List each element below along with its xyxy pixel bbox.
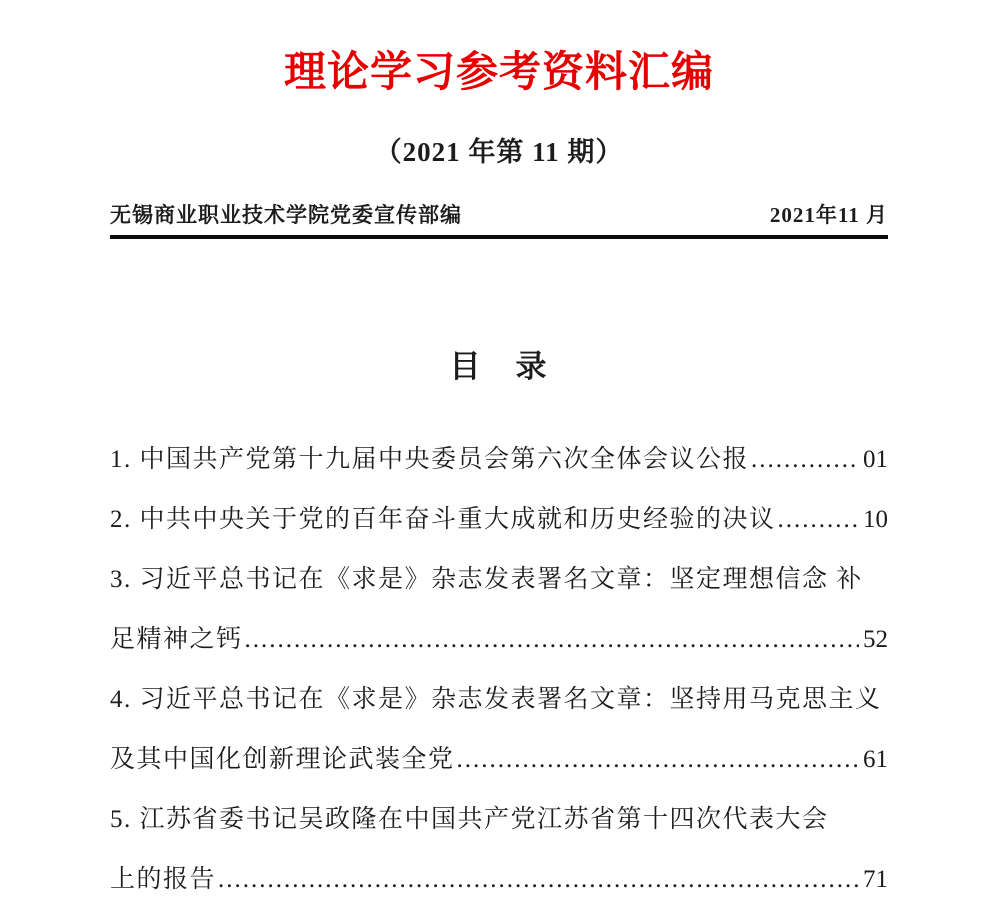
dot-leader xyxy=(457,730,859,790)
toc-entry-3-line-1 xyxy=(110,550,888,610)
publication-date: 2021年11 月 xyxy=(769,203,888,228)
publisher-text: 无锡商业职业技术学院党委宣传部编 xyxy=(110,203,462,228)
dot-leader xyxy=(218,850,859,910)
toc-entry-4-line-1 xyxy=(110,670,888,730)
toc-page-number: 01 xyxy=(863,446,888,474)
toc-entry-1 xyxy=(110,430,888,490)
toc-entry-4-line-2 xyxy=(110,730,888,790)
masthead xyxy=(110,199,888,239)
toc-entry-5-line-1 xyxy=(110,790,888,850)
toc-heading: 目 录 xyxy=(449,349,549,385)
toc-entry-text: 4. 习近平总书记在《求是》杂志发表署名文章：坚持用马克思主义 xyxy=(110,686,882,714)
toc-page-number: 10 xyxy=(863,506,888,534)
toc-entry-text: 及其中国化创新理论武装全党 xyxy=(110,746,455,774)
dot-leader xyxy=(778,490,859,550)
toc-entry-text: 2. 中共中央关于党的百年奋斗重大成就和历史经验的决议 xyxy=(110,506,776,534)
issue-subtitle: （2021 年第 11 期） xyxy=(374,137,624,168)
toc-page-number: 61 xyxy=(863,746,888,774)
toc-page-number: 71 xyxy=(863,866,888,894)
toc-entry-text: 5. 江苏省委书记吴政隆在中国共产党江苏省第十四次代表大会 xyxy=(110,806,829,834)
toc-page-number: 52 xyxy=(863,626,888,654)
toc-entry-text: 上的报告 xyxy=(110,866,217,894)
toc-entry-5-line-2 xyxy=(110,850,888,910)
dot-leader xyxy=(245,610,859,670)
toc-entry-text: 1. 中国共产党第十九届中央委员会第六次全体会议公报 xyxy=(110,446,750,474)
toc-entry-2 xyxy=(110,490,888,550)
table-of-contents xyxy=(110,430,888,910)
dot-leader xyxy=(751,430,859,490)
toc-entry-3-line-2 xyxy=(110,610,888,670)
toc-entry-text: 3. 习近平总书记在《求是》杂志发表署名文章：坚定理想信念 补 xyxy=(110,566,863,594)
toc-entry-text: 足精神之钙 xyxy=(110,626,243,654)
page-title: 理论学习参考资料汇编 xyxy=(283,50,714,96)
